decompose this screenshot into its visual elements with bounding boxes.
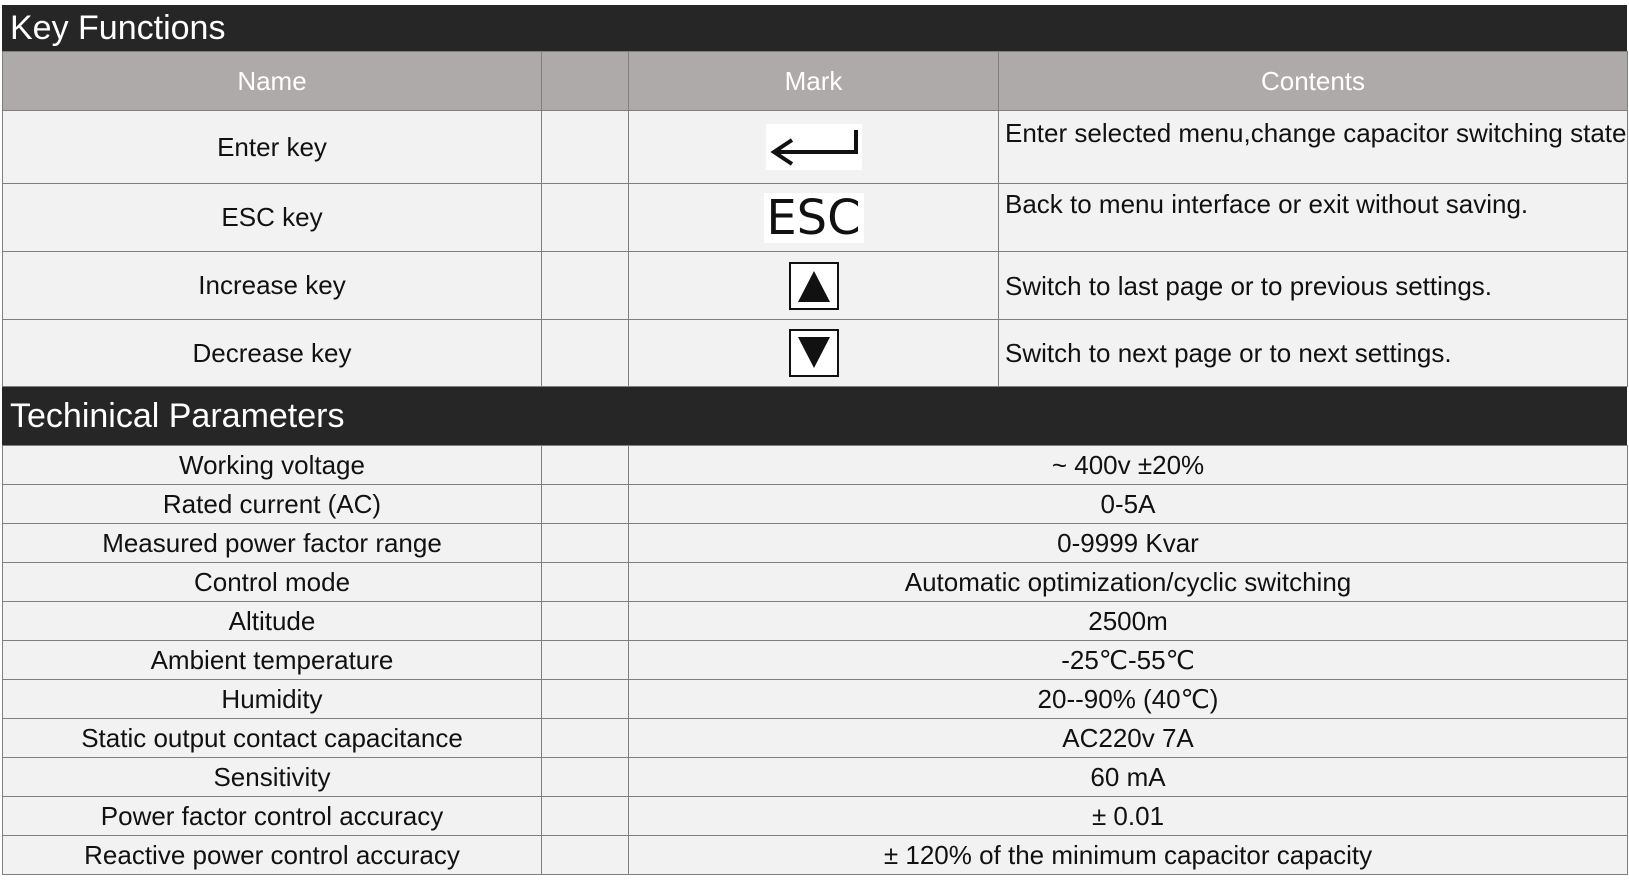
parameter-name: Ambient temperature (3, 641, 542, 680)
parameter-row (3, 485, 1628, 524)
parameter-value: -25℃-55℃ (629, 641, 1628, 680)
key-contents (999, 184, 1628, 252)
parameter-name: Static output contact capacitance (3, 719, 542, 758)
key-row-esc (3, 184, 1628, 252)
parameter-row (3, 719, 1628, 758)
empty-cell (542, 184, 629, 252)
enter-arrow-icon (766, 124, 862, 170)
key-contents: Switch to next page or to next settings. (999, 320, 1628, 387)
empty-cell (542, 563, 629, 602)
empty-cell (542, 524, 629, 563)
parameter-value: Automatic optimization/cyclic switching (629, 563, 1628, 602)
empty-cell (542, 836, 629, 875)
key-mark (629, 184, 999, 252)
parameter-name: Power factor control accuracy (3, 797, 542, 836)
parameter-name: Reactive power control accuracy (3, 836, 542, 875)
parameter-row (3, 446, 1628, 485)
key-row-increase (3, 252, 1628, 320)
key-functions-header-row (3, 52, 1628, 111)
down-triangle-icon (789, 329, 839, 377)
key-functions-title (2, 5, 1627, 51)
technical-parameters-title (2, 387, 1627, 445)
key-name: Enter key (3, 111, 542, 184)
key-name: Decrease key (3, 320, 542, 387)
header-spacer (542, 52, 629, 111)
key-functions-title-text: Key Functions (10, 9, 226, 47)
technical-parameters-title-text: Techinical Parameters (10, 397, 345, 435)
parameter-value: ~ 400v ±20% (629, 446, 1628, 485)
empty-cell (542, 719, 629, 758)
esc-icon: ESC (764, 193, 864, 243)
parameter-row (3, 836, 1628, 875)
empty-cell (542, 446, 629, 485)
parameter-name: Working voltage (3, 446, 542, 485)
parameter-name: Control mode (3, 563, 542, 602)
header-contents: Contents (999, 52, 1628, 111)
parameter-row (3, 797, 1628, 836)
parameter-row (3, 563, 1628, 602)
key-name: Increase key (3, 252, 542, 320)
key-mark (629, 320, 999, 387)
empty-cell (542, 602, 629, 641)
header-name: Name (3, 52, 542, 111)
empty-cell (542, 111, 629, 184)
empty-cell (542, 485, 629, 524)
parameter-name: Measured power factor range (3, 524, 542, 563)
parameter-value: 0-9999 Kvar (629, 524, 1628, 563)
up-triangle-icon (789, 262, 839, 310)
parameter-name: Rated current (AC) (3, 485, 542, 524)
key-mark (629, 252, 999, 320)
key-name: ESC key (3, 184, 542, 252)
parameter-value: 60 mA (629, 758, 1628, 797)
key-contents (999, 111, 1628, 184)
key-functions-table (2, 51, 1628, 387)
parameter-row (3, 602, 1628, 641)
parameter-row (3, 524, 1628, 563)
parameter-value: 0-5A (629, 485, 1628, 524)
parameter-row (3, 680, 1628, 719)
key-row-decrease (3, 320, 1628, 387)
key-contents: Switch to last page or to previous settings. (999, 252, 1628, 320)
parameter-name: Sensitivity (3, 758, 542, 797)
key-row-enter (3, 111, 1628, 184)
empty-cell (542, 680, 629, 719)
header-mark: Mark (629, 52, 999, 111)
parameter-name: Humidity (3, 680, 542, 719)
parameter-value: AC220v 7A (629, 719, 1628, 758)
parameter-value: ± 0.01 (629, 797, 1628, 836)
empty-cell (542, 797, 629, 836)
parameter-value: 2500m (629, 602, 1628, 641)
parameter-value: 20--90% (40℃) (629, 680, 1628, 719)
key-contents-text: Enter selected menu,change capacitor switching state (1005, 118, 1627, 148)
spreadsheet (2, 5, 1627, 875)
parameter-row (3, 641, 1628, 680)
parameter-name: Altitude (3, 602, 542, 641)
parameter-value: ± 120% of the minimum capacitor capacity (629, 836, 1628, 875)
empty-cell (542, 758, 629, 797)
key-mark (629, 111, 999, 184)
empty-cell (542, 641, 629, 680)
parameter-row (3, 758, 1628, 797)
empty-cell (542, 252, 629, 320)
key-contents-text: Back to menu interface or exit without saving. (1005, 188, 1529, 219)
technical-parameters-table (2, 445, 1628, 875)
empty-cell (542, 320, 629, 387)
